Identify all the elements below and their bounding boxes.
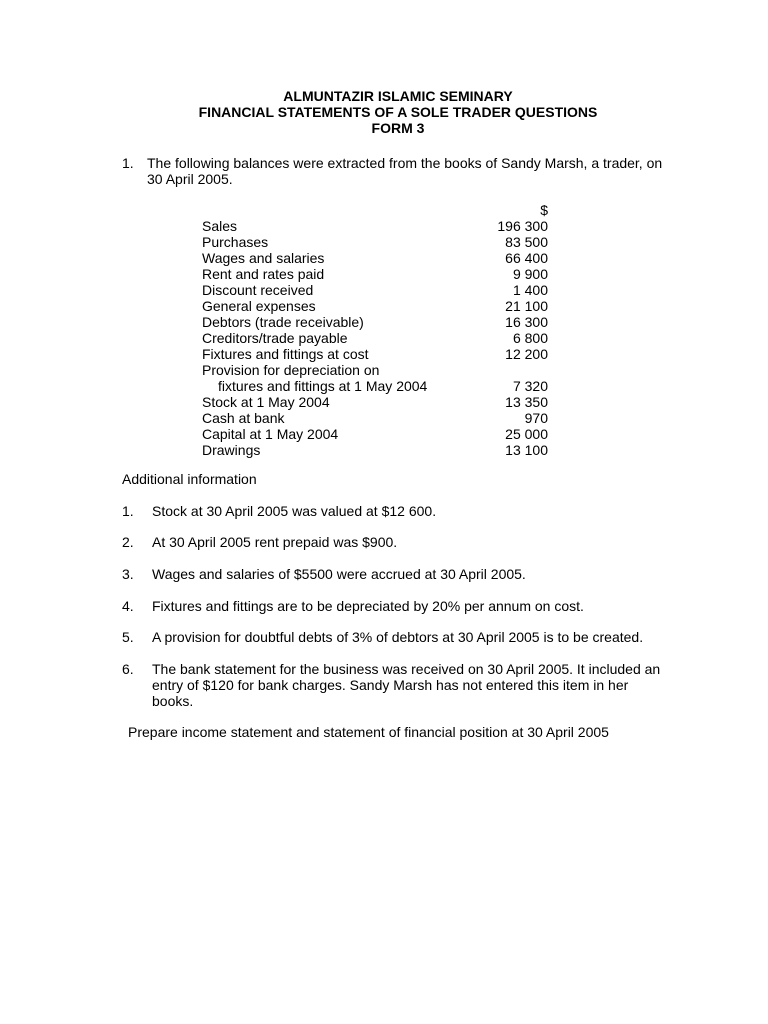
balance-row — [202, 378, 548, 394]
task-instruction: Prepare income statement and statement of financial position at 30 April 2005 — [128, 724, 609, 740]
note-number: 1. — [122, 503, 134, 519]
note-text-line: The bank statement for the business was received on 30 April 2005. It included an — [152, 661, 661, 677]
balance-label: Rent and rates paid — [202, 266, 325, 282]
balance-amount: 7 320 — [512, 378, 548, 394]
balance-label: Fixtures and fittings at cost — [202, 346, 369, 362]
question-text — [147, 155, 682, 187]
note-text: At 30 April 2005 rent prepaid was $900. — [152, 534, 398, 550]
note-number: 6. — [122, 661, 134, 677]
balance-row — [202, 426, 548, 442]
note-text-line: books. — [152, 693, 194, 709]
balance-row — [202, 218, 548, 234]
balance-amount: 13 100 — [505, 442, 548, 458]
balance-row — [202, 266, 548, 282]
balance-amount: 6 800 — [512, 330, 548, 346]
balance-label: Wages and salaries — [202, 250, 325, 266]
balance-amount: 16 300 — [505, 314, 548, 330]
balance-row — [202, 298, 548, 314]
note-number: 2. — [122, 534, 134, 550]
balance-label: Creditors/trade payable — [202, 330, 348, 346]
form-level: FORM 3 — [371, 120, 425, 136]
note-number: 5. — [122, 629, 134, 645]
balance-row — [202, 314, 548, 330]
balance-row — [202, 410, 548, 426]
balance-label: Debtors (trade receivable) — [202, 314, 364, 330]
note-text: Stock at 30 April 2005 was valued at $12 600. — [152, 503, 437, 519]
balance-row — [202, 346, 548, 362]
balance-row — [202, 234, 548, 250]
balance-amount: 12 200 — [505, 346, 548, 362]
document-title: FINANCIAL STATEMENTS OF A SOLE TRADER QUESTIONS — [198, 104, 598, 120]
balance-row — [202, 330, 548, 346]
note-text-line: entry of $120 for bank charges. Sandy Marsh has not entered this item in her — [152, 677, 629, 693]
balance-label: Capital at 1 May 2004 — [202, 426, 339, 442]
balance-label: Purchases — [202, 234, 269, 250]
balance-label: Discount received — [202, 282, 314, 298]
document-header — [0, 88, 768, 136]
question-number: 1. — [122, 155, 134, 171]
note-number: 3. — [122, 566, 134, 582]
balance-row — [202, 362, 548, 378]
note-text: Fixtures and fittings are to be depreciated by 20% per annum on cost. — [152, 598, 584, 614]
balance-amount: 25 000 — [505, 426, 548, 442]
note-text: Wages and salaries of $5500 were accrued at 30 April 2005. — [152, 566, 526, 582]
balance-amount: 21 100 — [505, 298, 548, 314]
balance-amount: 9 900 — [512, 266, 548, 282]
balance-row — [202, 442, 548, 458]
note-text — [152, 661, 682, 709]
currency-header: $ — [540, 202, 548, 218]
school-name: ALMUNTAZIR ISLAMIC SEMINARY — [283, 88, 513, 104]
balance-label: Sales — [202, 218, 238, 234]
balance-label: General expenses — [202, 298, 316, 314]
balance-amount: 13 350 — [505, 394, 548, 410]
balance-amount: 970 — [524, 410, 548, 426]
balance-amount: 83 500 — [505, 234, 548, 250]
balance-amount: 1 400 — [512, 282, 548, 298]
question-text-line: 30 April 2005. — [147, 171, 233, 187]
balance-amount: 196 300 — [497, 218, 548, 234]
additional-info-heading: Additional information — [122, 471, 257, 487]
balance-label: Provision for depreciation on — [202, 362, 380, 378]
balance-label: Stock at 1 May 2004 — [202, 394, 330, 410]
balance-row — [202, 394, 548, 410]
question-text-line: The following balances were extracted from the books of Sandy Marsh, a trader, on — [147, 155, 663, 171]
note-number: 4. — [122, 598, 134, 614]
note-text: A provision for doubtful debts of 3% of debtors at 30 April 2005 is to be created. — [152, 629, 644, 645]
balance-row — [202, 282, 548, 298]
balance-label: fixtures and fittings at 1 May 2004 — [218, 378, 428, 394]
balance-label: Cash at bank — [202, 410, 285, 426]
balance-row — [202, 250, 548, 266]
balance-amount: 66 400 — [505, 250, 548, 266]
balance-label: Drawings — [202, 442, 261, 458]
